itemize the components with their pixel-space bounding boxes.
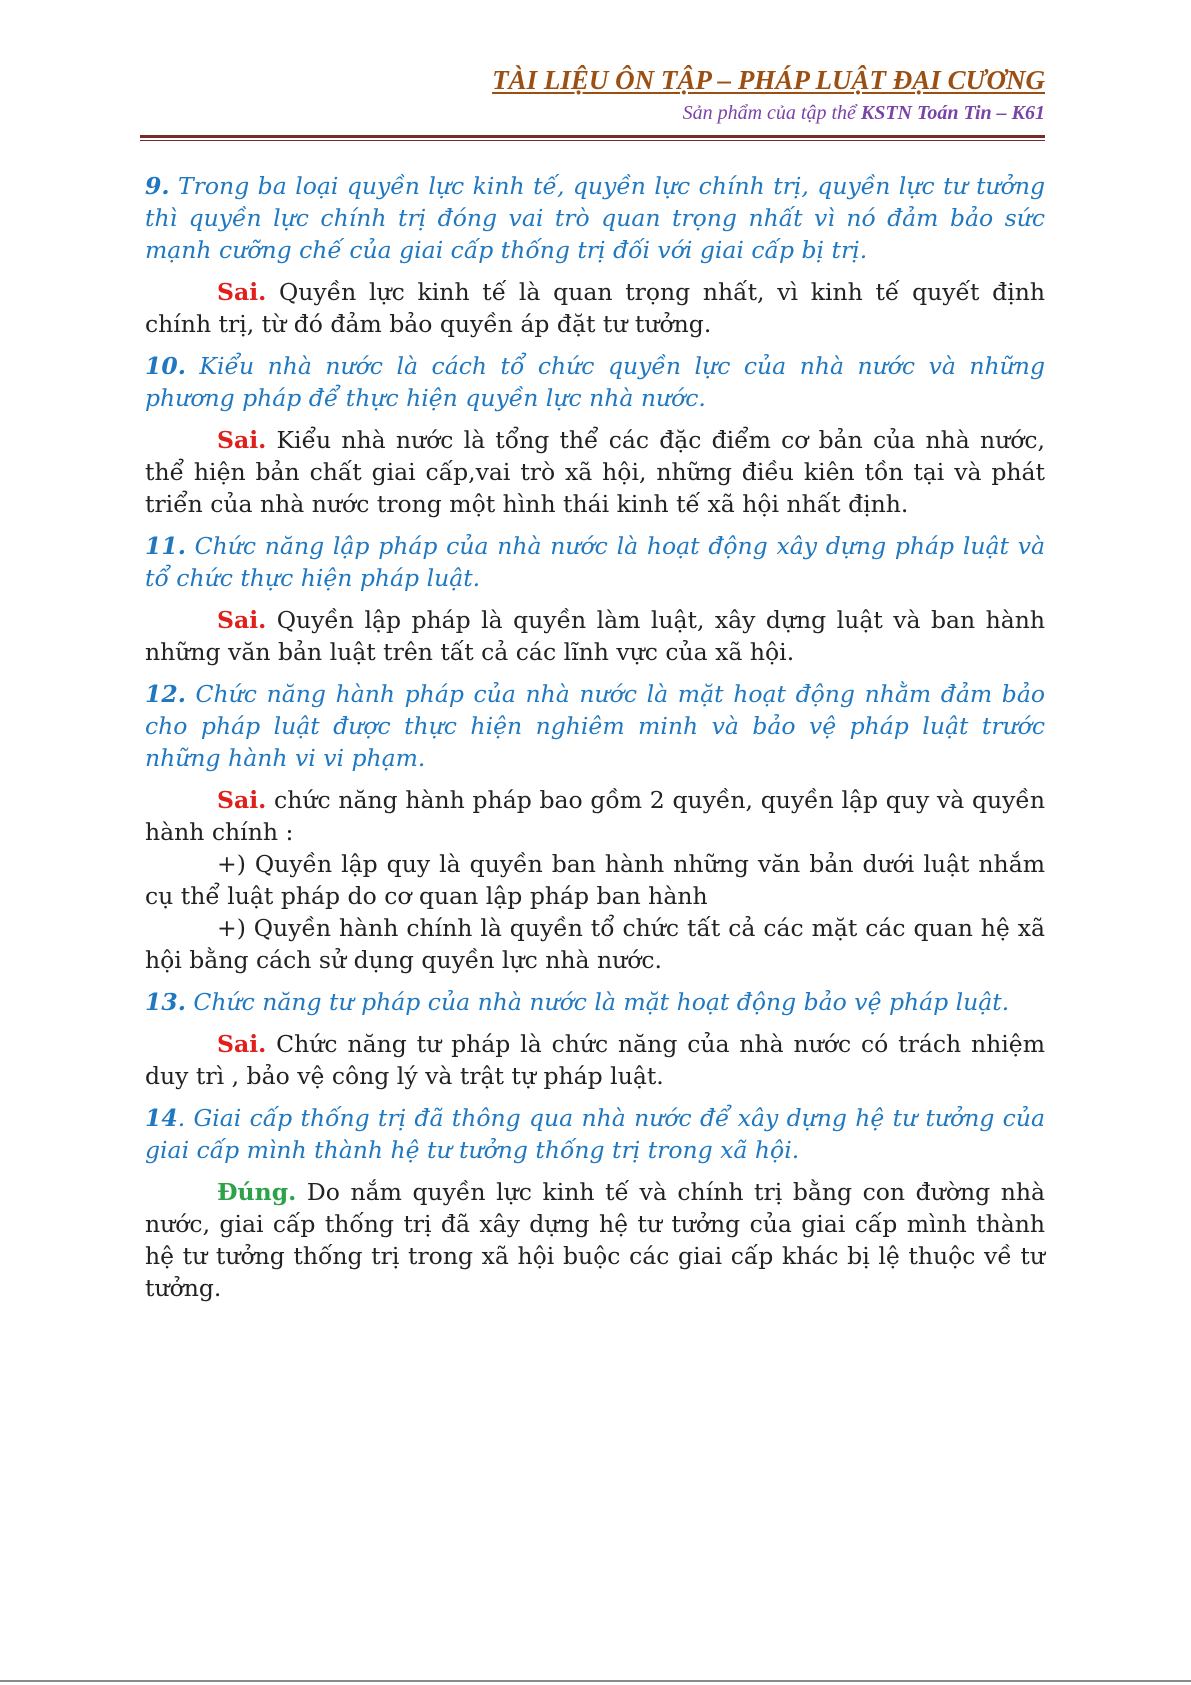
question-9 — [145, 170, 1045, 266]
answer-text: Quyền lực kinh tế là quan trọng nhất, vì kinh tế quyết định chính trị, từ đó đảm bảo quyền áp đặt tư tưởng. — [145, 278, 1045, 338]
document-title: TÀI LIỆU ÔN TẬP – PHÁP LUẬT ĐẠI CƯƠNG — [492, 65, 1045, 95]
answer-11 — [145, 604, 1045, 668]
answer-14 — [145, 1176, 1045, 1304]
verdict-false: Sai. — [217, 606, 267, 634]
answer-text: Chức năng tư pháp là chức năng của nhà nước có trách nhiệm duy trì , bảo vệ công lý và trật tự pháp luật. — [145, 1030, 1045, 1090]
document-body — [145, 170, 1045, 1314]
question-text: Chức năng hành pháp của nhà nước là mặt hoạt động nhằm đảm bảo cho pháp luật được thực hiện nghiêm minh và bảo vệ pháp luật trước những hành vi vi phạm. — [145, 680, 1045, 772]
answer-13 — [145, 1028, 1045, 1092]
verdict-false: Sai. — [217, 278, 267, 306]
answer-10 — [145, 424, 1045, 520]
question-number: 14 — [145, 1104, 178, 1132]
header-rule-thick — [140, 135, 1045, 138]
verdict-false: Sai. — [217, 426, 267, 454]
page-header — [140, 62, 1045, 128]
answer-text: Kiểu nhà nước là tổng thể các đặc điểm cơ bản của nhà nước, thể hiện bản chất giai cấp,vai trò xã hội, những điều kiên tồn tại và phát triển của nhà nước trong một hình thái kinh tế xã hội nhất định. — [145, 426, 1045, 518]
answer-12-point-2: +) Quyền hành chính là quyền tổ chức tất cả các mặt các quan hệ xã hội bằng cách sử dụng quyền lực nhà nước. — [145, 914, 1045, 974]
answer-12-point-1: +) Quyền lập quy là quyền ban hành những văn bản dưới luật nhắm cụ thể luật pháp do cơ quan lập pháp ban hành — [145, 850, 1045, 910]
question-13 — [145, 986, 1045, 1018]
subtitle-group: KSTN Toán Tin – K61 — [860, 102, 1045, 124]
answer-text: Do nắm quyền lực kinh tế và chính trị bằng con đường nhà nước, giai cấp thống trị đã xây dựng hệ tư tưởng của giai cấp mình thành hệ tư tưởng thống trị trong xã hội buộc các giai cấp khác bị lệ thuộc về tư tưởng. — [145, 1178, 1045, 1302]
verdict-true: Đúng. — [217, 1178, 297, 1206]
verdict-false: Sai. — [217, 786, 267, 814]
question-14 — [145, 1102, 1045, 1166]
question-10 — [145, 350, 1045, 414]
question-text: Chức năng lập pháp của nhà nước là hoạt động xây dựng pháp luật và tổ chức thực hiện pháp luật. — [145, 532, 1045, 592]
page-bottom-border — [0, 1680, 1191, 1682]
question-text: . Giai cấp thống trị đã thông qua nhà nước để xây dựng hệ tư tưởng của giai cấp mình thành hệ tư tưởng thống trị trong xã hội. — [145, 1104, 1045, 1164]
answer-12 — [145, 784, 1045, 848]
question-text: Trong ba loại quyền lực kinh tế, quyền lực chính trị, quyền lực tư tưởng thì quyền lực chính trị đóng vai trò quan trọng nhất vì nó đảm bảo sức mạnh cưỡng chế của giai cấp thống trị đối với giai cấp bị trị. — [145, 172, 1045, 264]
question-number: 10. — [145, 352, 186, 380]
answer-text: chức năng hành pháp bao gồm 2 quyền, quyền lập quy và quyền hành chính : — [145, 786, 1045, 846]
header-rule-thin — [140, 140, 1045, 141]
document-subtitle — [140, 98, 1045, 128]
question-number: 9. — [145, 172, 170, 200]
question-12 — [145, 678, 1045, 774]
question-number: 12. — [145, 680, 186, 708]
answer-9 — [145, 276, 1045, 340]
question-number: 11. — [145, 532, 186, 560]
question-text: Kiểu nhà nước là cách tổ chức quyền lực của nhà nước và những phương pháp để thực hiện quyền lực nhà nước. — [145, 352, 1045, 412]
question-text: Chức năng tư pháp của nhà nước là mặt hoạt động bảo vệ pháp luật. — [185, 988, 1010, 1016]
answer-text: Quyền lập pháp là quyền làm luật, xây dựng luật và ban hành những văn bản luật trên tất cả các lĩnh vực của xã hội. — [145, 606, 1045, 666]
subtitle-prefix: Sản phẩm của tập thể — [682, 102, 861, 124]
verdict-false: Sai. — [217, 1030, 267, 1058]
question-11 — [145, 530, 1045, 594]
question-number: 13. — [145, 988, 186, 1016]
